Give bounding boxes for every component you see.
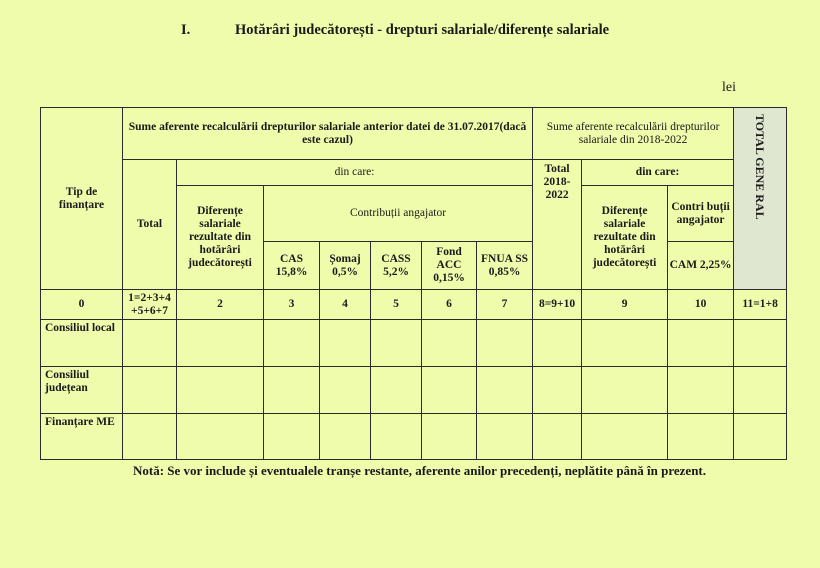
table-cell[interactable] [422, 414, 477, 460]
table-cell[interactable] [582, 414, 668, 460]
header-group-before-2017: Sume aferente recalculării drepturilor salariale anterior datei de 31.07.2017(dacă este cazul) [123, 108, 533, 160]
table-cell[interactable] [123, 320, 177, 367]
column-number: 1=2+3+4 +5+6+7 [123, 290, 177, 320]
column-number: 2 [177, 290, 264, 320]
row-label-consiliul-judetean: Consiliul județean [41, 367, 123, 414]
table-cell[interactable] [533, 414, 582, 460]
header-total-2018-2022: Total 2018-2022 [533, 160, 582, 290]
table-cell[interactable] [533, 320, 582, 367]
table-cell[interactable] [422, 320, 477, 367]
row-label-finantare-me: Finanțare ME [41, 414, 123, 460]
table-cell[interactable] [477, 320, 533, 367]
section-title: Hotărâri judecătorești - drepturi salariale/diferențe salariale [235, 22, 610, 38]
table-cell[interactable] [264, 367, 320, 414]
column-number: 5 [371, 290, 422, 320]
table-cell[interactable] [177, 320, 264, 367]
column-number: 3 [264, 290, 320, 320]
table-cell[interactable] [371, 414, 422, 460]
table-cell[interactable] [371, 367, 422, 414]
table-cell[interactable] [371, 320, 422, 367]
table-cell[interactable] [123, 367, 177, 414]
table-cell[interactable] [477, 367, 533, 414]
column-number: 4 [320, 290, 371, 320]
column-number: 8=9+10 [533, 290, 582, 320]
header-cam: CAM 2,25% [668, 242, 734, 290]
table-cell[interactable] [582, 320, 668, 367]
column-number: 9 [582, 290, 668, 320]
table-cell[interactable] [320, 414, 371, 460]
header-diferente-salariale: Diferențe salariale rezultate din hotărâri judecătorești [177, 186, 264, 290]
column-number: 0 [41, 290, 123, 320]
salary-rights-table [40, 107, 787, 460]
header-group-2018-2022: Sume aferente recalculării drepturilor salariale din 2018-2022 [533, 108, 734, 160]
table-cell[interactable] [668, 367, 734, 414]
column-number: 6 [422, 290, 477, 320]
column-number: 7 [477, 290, 533, 320]
table-cell[interactable] [320, 320, 371, 367]
total-general-label: TOTAL GENE RAL [753, 114, 768, 220]
row-label-consiliul-local: Consiliul local [41, 320, 123, 367]
header-contributii-angajator-2: Contri buții angajator [668, 186, 734, 242]
table-cell[interactable] [477, 414, 533, 460]
header-fond-acc: Fond ACC 0,15% [422, 242, 477, 290]
table-cell[interactable] [734, 414, 787, 460]
table-cell[interactable] [123, 414, 177, 460]
header-cas: CAS 15,8% [264, 242, 320, 290]
column-number: 10 [668, 290, 734, 320]
header-din-care: din care: [177, 160, 533, 186]
column-number: 11=1+8 [734, 290, 787, 320]
table-cell[interactable] [734, 320, 787, 367]
table-cell[interactable] [264, 320, 320, 367]
table-cell[interactable] [533, 367, 582, 414]
section-heading [181, 22, 609, 39]
header-total: Total [123, 160, 177, 290]
table-cell[interactable] [177, 414, 264, 460]
header-somaj: Șomaj 0,5% [320, 242, 371, 290]
header-total-general [734, 108, 787, 290]
header-cass: CASS 5,2% [371, 242, 422, 290]
section-number: I. [181, 22, 191, 38]
table-cell[interactable] [264, 414, 320, 460]
header-fnuass: FNUA SS 0,85% [477, 242, 533, 290]
table-cell[interactable] [582, 367, 668, 414]
header-din-care-2: din care: [582, 160, 734, 186]
table-cell[interactable] [422, 367, 477, 414]
footnote: Notă: Se vor include și eventualele tranșe restante, aferente anilor precedenți, neplătite până în prezent. [133, 463, 707, 478]
table-cell[interactable] [668, 414, 734, 460]
header-diferente-salariale-2: Diferențe salariale rezultate din hotărâri judecătorești [582, 186, 668, 290]
header-tip-finantare: Tip de finanțare [41, 108, 123, 290]
table-cell[interactable] [668, 320, 734, 367]
header-contributii-angajator: Contribuții angajator [264, 186, 533, 242]
table-cell[interactable] [320, 367, 371, 414]
currency-unit: lei [722, 80, 736, 95]
table-cell[interactable] [177, 367, 264, 414]
table-cell[interactable] [734, 367, 787, 414]
